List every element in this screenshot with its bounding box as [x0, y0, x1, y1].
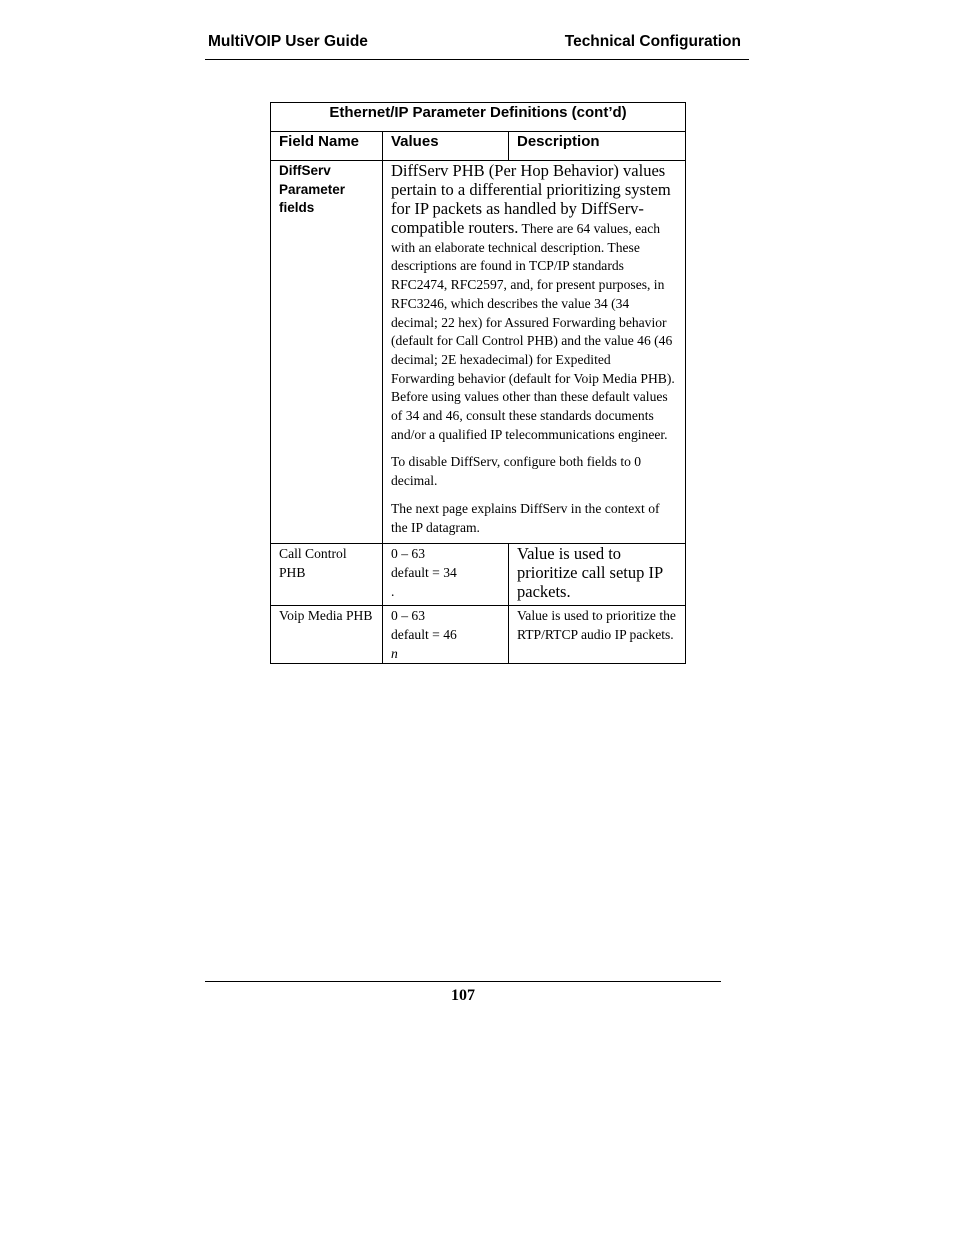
value-range: 0 – 63	[391, 546, 425, 562]
field-name-voip-media-phb: Voip Media PHB	[271, 606, 383, 664]
header-rule	[205, 59, 749, 60]
diffserv-description-lead: DiffServ PHB (Per Hop Behavior) values pertain to a differential prioritizing system for IP packets as handled by DiffServ-compatible routers.	[391, 161, 671, 237]
field-name-call-control-phb: Call Control PHB	[271, 544, 383, 606]
column-header-values: Values	[383, 132, 509, 161]
diffserv-next-page-note: The next page explains DiffServ in the context of the IP datagram.	[391, 500, 660, 535]
footer-rule	[205, 981, 721, 982]
table-caption: Ethernet/IP Parameter Definitions (cont’d)	[271, 103, 686, 132]
running-header-section: Technical Configuration	[564, 33, 741, 50]
diffserv-description-body: There are 64 values, each with an elaborate technical description. These descriptions are found in TCP/IP standards RFC2474, RFC2597, and, for present purposes, in RFC3246, which describes the value 34 (34 decimal; 22 hex) for Assured Forwarding behavior (default for Call Control PHB) and the value 46 (46 decimal; 2E hexadecimal) for Expedited Forwarding behavior (default for Voip Media PHB). Before using values other than these default values of 34 and 46, consult these standards documents and/or a qualified IP telecommunications engineer.	[391, 221, 675, 442]
description-voip-media-phb: Value is used to prioritize the RTP/RTCP audio IP packets.	[509, 606, 686, 664]
column-header-description: Description	[509, 132, 686, 161]
diffserv-disable-note: To disable DiffServ, configure both fields to 0 decimal.	[391, 454, 642, 489]
value-extra: .	[391, 583, 395, 599]
value-range: 0 – 63	[391, 608, 425, 624]
column-header-field-name: Field Name	[271, 132, 383, 161]
table-row	[271, 544, 686, 606]
parameter-definitions-table	[270, 102, 686, 664]
table-row	[271, 606, 686, 664]
table-row	[271, 161, 686, 544]
running-header-title: MultiVOIP User Guide	[208, 33, 368, 50]
field-name-diffserv: DiffServ Parameter fields	[271, 161, 383, 544]
value-extra: n	[391, 645, 398, 661]
value-default: default = 46	[391, 626, 457, 642]
description-call-control-phb: Value is used to prioritize call setup IP packets.	[509, 544, 686, 606]
values-voip-media-phb	[383, 606, 509, 664]
values-call-control-phb	[383, 544, 509, 606]
value-default: default = 34	[391, 564, 457, 580]
diffserv-description	[383, 161, 686, 544]
page-number: 107	[451, 987, 475, 1004]
